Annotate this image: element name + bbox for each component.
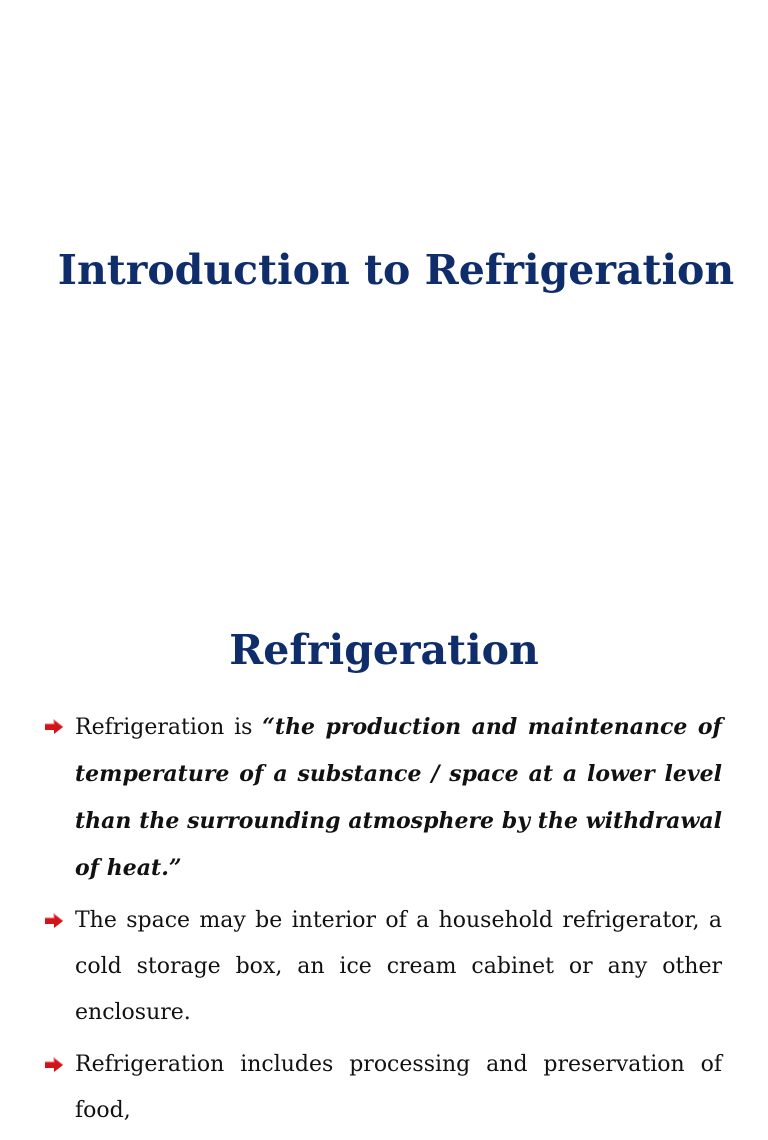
bullet-text: Refrigeration includes processing and preservation of food, [75,1052,722,1123]
bullet-lead-text: Refrigeration is [75,715,263,740]
bullet-list [44,704,722,1140]
slide-title-heading: Introduction to Refrigeration [57,246,735,294]
bullet-item-definition [44,704,722,892]
slide-refrigeration [0,576,768,1123]
bullet-text: The space may be interior of a household refrigerator, a cold storage box, an ice cream cabinet or any other enclosure. [75,908,722,1025]
slide-heading: Refrigeration [229,626,539,674]
bullet-emphasis-text: “the production and maintenance of temperature of a substance / space at a lower level than the surrounding atmosphere by the withdrawal of heat [75,714,722,881]
red-arrow-icon [44,913,64,929]
red-arrow-icon [44,1057,64,1073]
red-arrow-icon [44,719,64,735]
bullet-tail-text: .” [161,855,182,881]
bullet-item-includes [44,1042,722,1134]
bullet-item-space [44,898,722,1036]
